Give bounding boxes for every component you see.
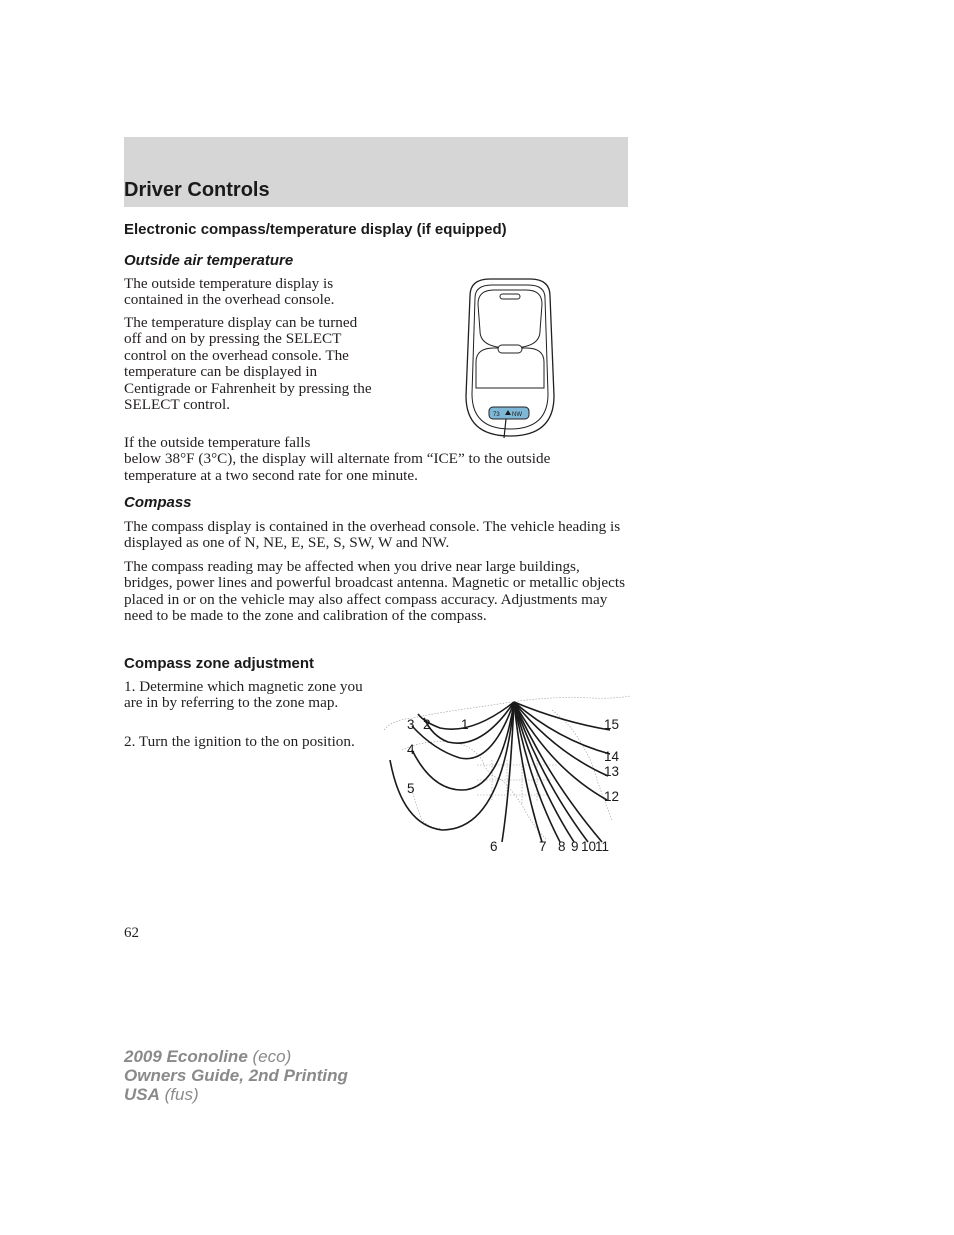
compass-paragraph-2: The compass reading may be affected when you drive near large buildings, bridges, power lines and powerful broadcast antenna. Magnetic or metallic objects placed in or on the vehicle may also affect compass accuracy. Adjustments may need to be made to the zone and calibration of the compass. bbox=[124, 558, 626, 625]
compass-paragraph-1: The compass display is contained in the overhead console. The vehicle heading is displayed as one of N, NE, E, SE, S, SW, W and NW. bbox=[124, 518, 621, 552]
overhead-console-figure bbox=[460, 276, 560, 440]
outside-temp-paragraph-3-line1: If the outside temperature falls bbox=[124, 434, 311, 451]
zone-label-13: 13 bbox=[604, 764, 620, 779]
zone-label-2: 2 bbox=[423, 717, 431, 732]
zone-label-9: 9 bbox=[571, 839, 579, 854]
main-heading: Electronic compass/temperature display (if equipped) bbox=[124, 221, 507, 238]
zone-label-4: 4 bbox=[407, 742, 415, 757]
footer-region: USA bbox=[124, 1085, 160, 1104]
page-number: 62 bbox=[124, 925, 139, 941]
display-heading-text: NW bbox=[512, 412, 522, 418]
zone-label-6: 6 bbox=[490, 839, 498, 854]
outside-temp-paragraph-2: The temperature display can be turned off and on by pressing the SELECT control on the overhead console. The temperature can be displayed in Centigrade or Fahrenheit by pressing the SELECT control. bbox=[124, 314, 372, 414]
zone-label-15: 15 bbox=[604, 717, 620, 732]
zone-label-12: 12 bbox=[604, 789, 620, 804]
magnetic-zone-map bbox=[382, 690, 632, 858]
display-temp-text: 73 bbox=[493, 412, 500, 418]
outside-temp-paragraph-3 bbox=[124, 435, 604, 484]
zone-label-11: 11 bbox=[595, 839, 610, 854]
outside-temp-heading: Outside air temperature bbox=[124, 252, 294, 269]
zone-label-7: 7 bbox=[539, 839, 547, 854]
zone-label-3: 3 bbox=[407, 717, 415, 732]
zone-label-10: 10 bbox=[581, 839, 597, 854]
outside-temp-paragraph-3-rest: below 38°F (3°C), the display will alternate from “ICE” to the outside temperature at a two second rate for one minute. bbox=[124, 450, 551, 484]
zone-label-14: 14 bbox=[604, 749, 620, 764]
zone-adjustment-heading: Compass zone adjustment bbox=[124, 655, 315, 672]
zone-label-1: 1 bbox=[461, 717, 469, 732]
footer-model-code: (eco) bbox=[252, 1047, 292, 1066]
zone-label-5: 5 bbox=[407, 781, 415, 796]
select-button-icon bbox=[498, 345, 522, 353]
zone-step-1: 1. Determine which magnetic zone you are in by referring to the zone map. bbox=[124, 678, 363, 712]
outside-temp-paragraph-1: The outside temperature display is contained in the overhead console. bbox=[124, 275, 335, 309]
footer-model: 2009 Econoline bbox=[124, 1047, 248, 1066]
footer bbox=[124, 1047, 348, 1104]
zone-step-2: 2. Turn the ignition to the on position. bbox=[124, 733, 355, 750]
section-title: Driver Controls bbox=[124, 179, 270, 201]
compass-heading: Compass bbox=[124, 494, 192, 511]
footer-region-code: (fus) bbox=[164, 1085, 199, 1104]
section-header-band bbox=[124, 137, 628, 207]
footer-guide: Owners Guide, 2nd Printing bbox=[124, 1066, 348, 1085]
zone-label-8: 8 bbox=[558, 839, 566, 854]
